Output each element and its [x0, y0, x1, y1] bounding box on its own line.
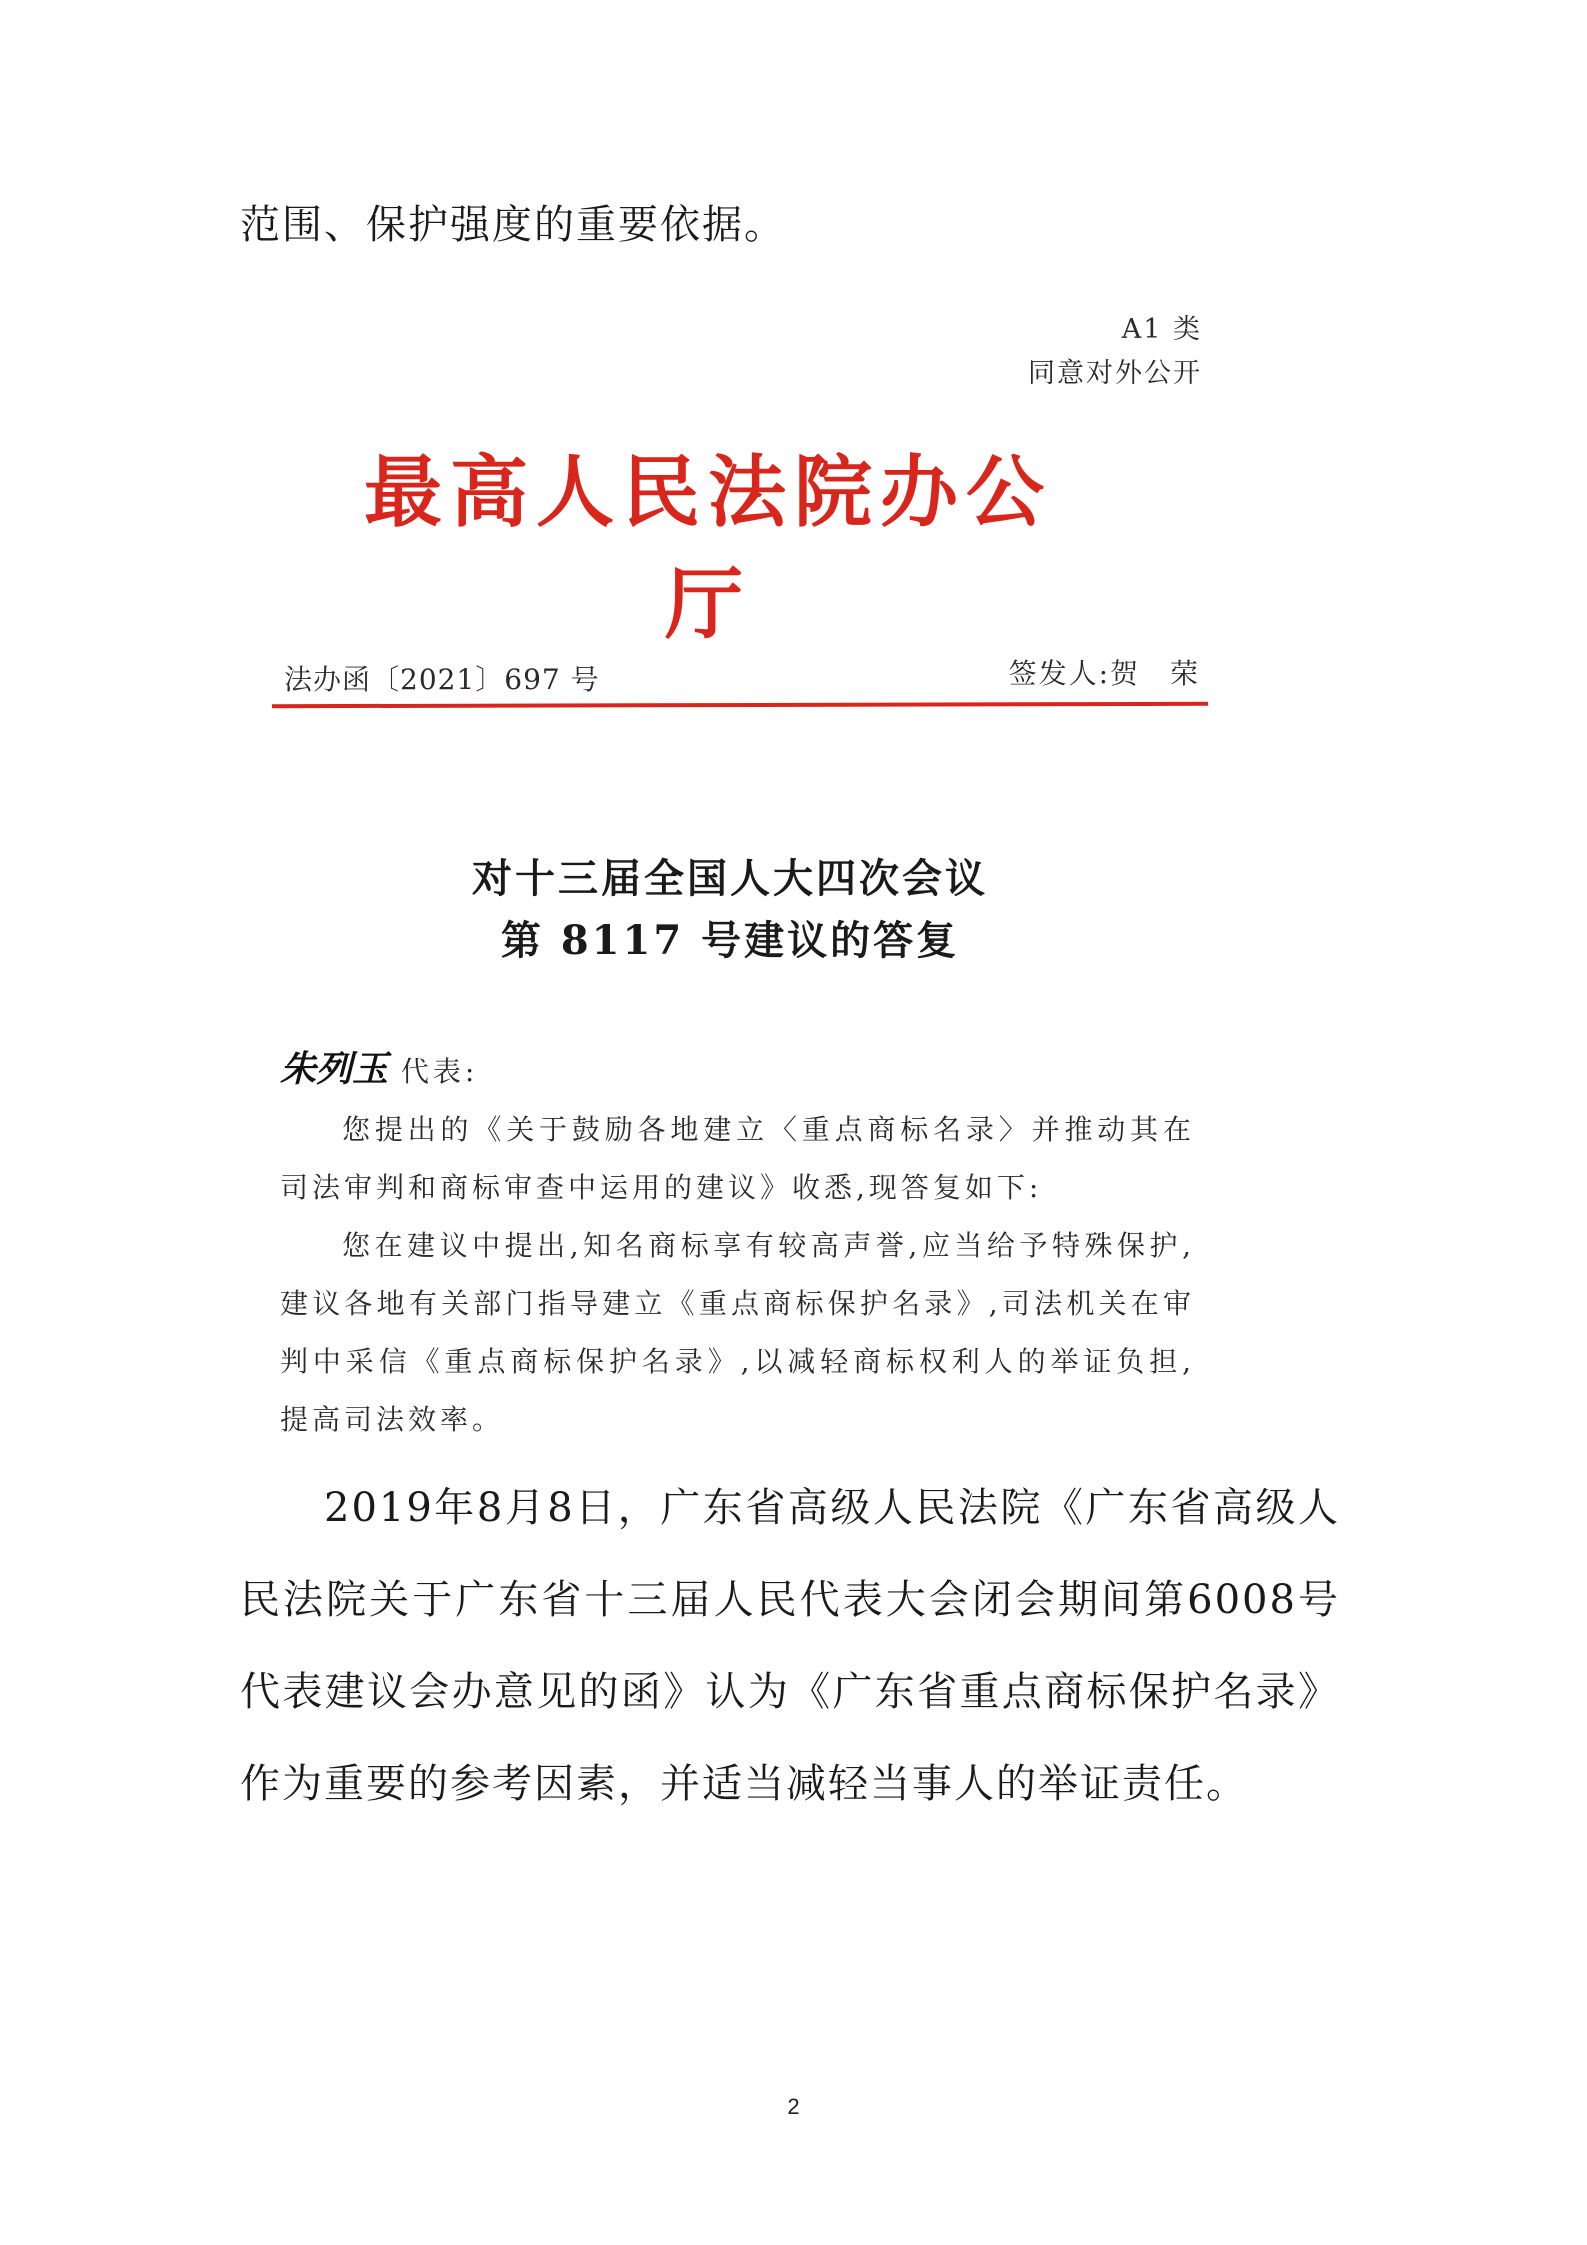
document-number: 法办函〔2021〕697 号 [284, 663, 600, 696]
representative-signature: 朱列玉 [280, 1048, 389, 1090]
letter-body [280, 1040, 1195, 1449]
salutation [280, 1040, 1195, 1101]
red-divider-line [272, 702, 1208, 708]
salutation-suffix: 代表: [400, 1055, 479, 1088]
intro-line: 范围、保护强度的重要依据。 [240, 202, 786, 248]
classification-label: A1 类 [1121, 314, 1202, 345]
disclosure-label: 同意对外公开 [1028, 358, 1202, 389]
reply-title-line-1: 对十三届全国人大四次会议 [472, 855, 988, 902]
letter-paragraph-2: 您在建议中提出,知名商标享有较高声誉,应当给予特殊保护,建议各地有关部门指导建立《重点商标保护名录》,司法机关在审判中采信《重点商标保护名录》,以减轻商标权利人的举证负担,提高司法效率。 [280, 1229, 1195, 1436]
classification-block [1028, 308, 1202, 396]
scanned-letter-image [270, 300, 1210, 1450]
reply-title [270, 848, 1190, 972]
issuer-letterhead: 最高人民法院办公厅 [363, 448, 1052, 650]
closing-paragraph: 2019年8月8日，广东省高级人民法院《广东省高级人民法院关于广东省十三届人民代表大会闭会期间第6008号代表建议会办意见的函》认为《广东省重点商标保护名录》作为重要的参考因素，并适当减轻当事人的举证责任。 [240, 1485, 1340, 1807]
signer: 签发人:贺 荣 [1008, 657, 1200, 690]
page-number: 2 [787, 2094, 800, 2119]
letter-paragraph-1: 您提出的《关于鼓励各地建立〈重点商标名录〉并推动其在司法审判和商标审查中运用的建议》收悉,现答复如下: [280, 1113, 1195, 1204]
reply-title-line-2: 第 8117 号建议的答复 [500, 917, 960, 964]
